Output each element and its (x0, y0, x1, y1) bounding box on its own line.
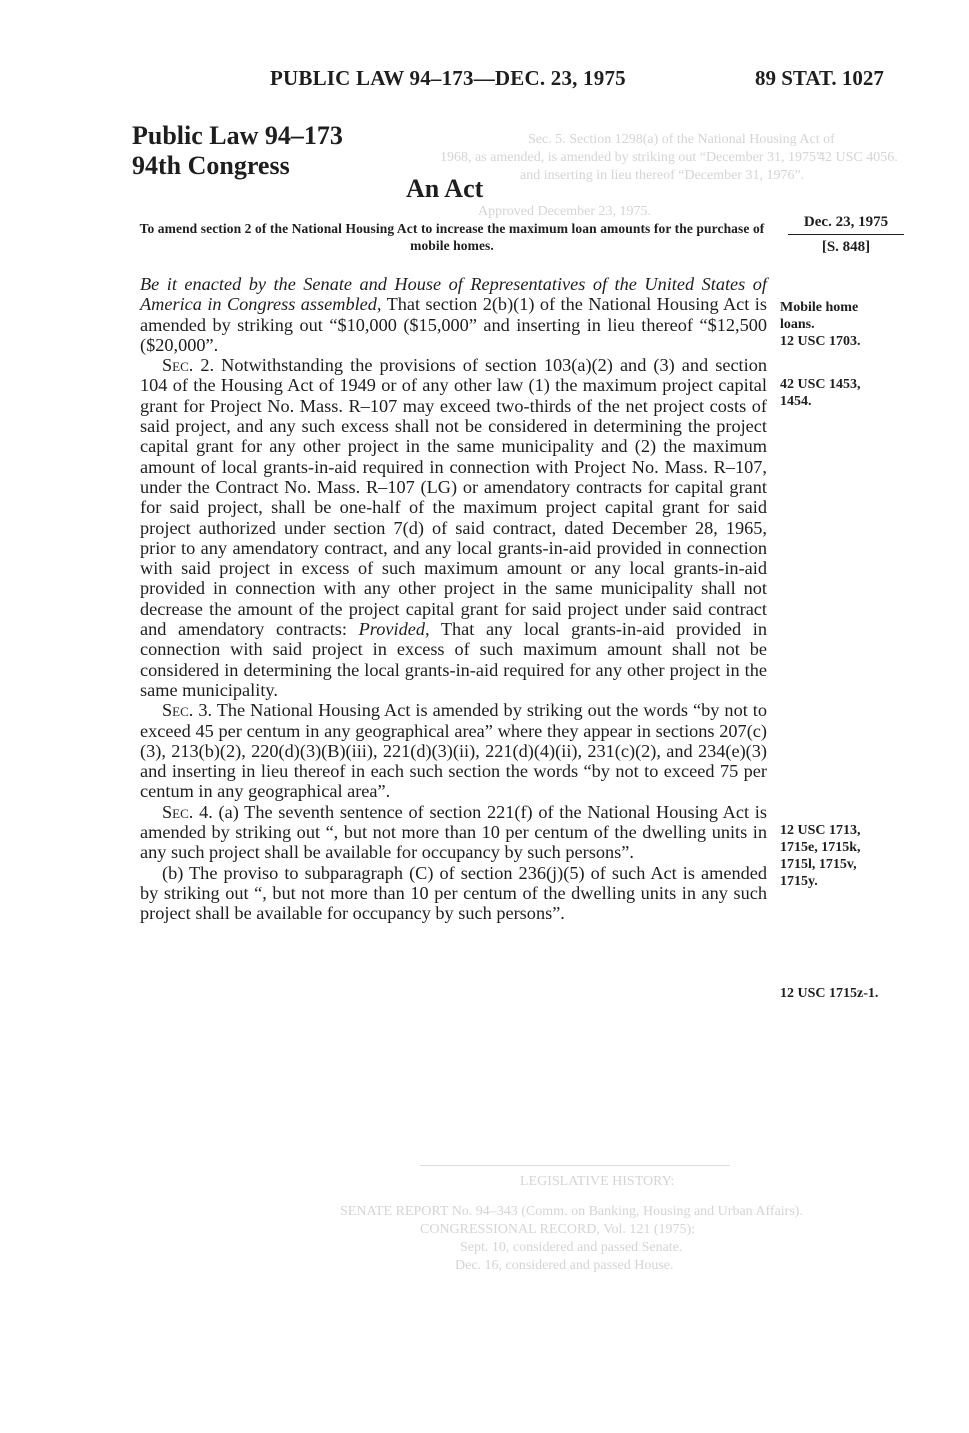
section-3 (140, 700, 767, 801)
bleed-through-line: Dec. 16, considered and passed House. (455, 1258, 674, 1273)
bleed-through-line: SENATE REPORT No. 94–343 (Comm. on Banking, Housing and Urban Affairs). (340, 1204, 803, 1219)
running-head: PUBLIC LAW 94–173—DEC. 23, 1975 (270, 66, 626, 90)
section-4-label: Sec. 4. (162, 801, 213, 822)
section-4b: (b) The proviso to subparagraph (C) of section 236(j)(5) of such Act is amended by striking out “, but not more than 10 per centum of the dwelling units in any such project shall be available for occupancy by such persons”. (140, 862, 767, 924)
section-1 (140, 274, 767, 355)
section-3-text: The National Housing Act is amended by striking out the words “by not to exceed 45 per centum in any geographical area” where they appear in sections 207(c)(3), 213(b)(2), 220(d)(3)(B)(iii), 221(d)(3)(ii), 221(d)(4)(ii), 231(c)(2), and 234(e)(3) and inserting in lieu thereof in each such section the words “by not to exceed 75 per centum in any geographical area”. (140, 700, 767, 802)
margin-note-line: 1715l, 1715v, (780, 857, 857, 872)
enacting-clause: Be it enacted by the Senate and House of Representatives of the United States of America in Congress assembled, (140, 274, 767, 315)
margin-note-line: 42 USC 1453, (780, 377, 861, 392)
bleed-through-line: Sept. 10, considered and passed Senate. (460, 1240, 683, 1255)
section-2 (140, 355, 767, 700)
margin-note-12-usc-1715z: 12 USC 1715z-1. (780, 986, 879, 1001)
section-2-text: Notwithstanding the provisions of section 103(a)(2) and (3) and section 104 of the Housing Act of 1949 or of any other law (1) the maximum project capital grant for Project No. Mass. R–107 may exceed two-thirds of the net project costs of said project, and any such excess shall not be considered in determining the project capital grant for any other project in the same municipality and (2) the maximum amount of local grants-in-aid required in connection with Project No. Mass. R–107, under the Contract No. Mass. R–107 (LG) or amendatory contracts for capital grant for said project, shall be one-half of the maximum project capital grant for said project authorized under section 7(d) of said contract, dated December 28, 1965, prior to any amendatory contract, and any local grants-in-aid provided in connection with said project in excess of such maximum amount or any local grants-in-aid provided in connection with any other project in the same municipality shall not decrease the amount of the project capital grant for said project under said contract and amendatory contracts: (140, 355, 767, 640)
provided-word: Provided, (358, 619, 430, 640)
margin-note-line: 12 USC 1713, (780, 823, 861, 838)
margin-note-12-usc-1713 (780, 822, 861, 890)
section-4a (140, 802, 767, 863)
enactment-info (788, 214, 904, 256)
margin-note-mobile-home (780, 299, 861, 350)
bleed-through-line: and inserting in lieu thereof “December 31, 1976”. (520, 168, 805, 183)
margin-note-line: loans. (780, 317, 815, 332)
section-1-text: That section 2(b)(1) of the National Housing Act is amended by striking out “$10,000 ($15,000” and inserting in lieu thereof “$12,500 ($20,000”. (140, 294, 767, 355)
margin-note-line: 12 USC 1703. (780, 334, 861, 349)
bleed-through-line: Approved December 23, 1975. (478, 204, 652, 219)
section-2-label: Sec. 2. (162, 355, 215, 376)
enactment-date: Dec. 23, 1975 (788, 214, 904, 235)
law-body (140, 274, 767, 924)
bleed-through-line: 42 USC 4056. (818, 150, 898, 165)
margin-note-line: 1454. (780, 394, 812, 409)
margin-note-line: 1715y. (780, 874, 818, 889)
congress-number: 94th Congress (132, 151, 290, 180)
bleed-through-line: 1968, as amended, is amended by striking out “December 31, 1975” (440, 150, 823, 165)
bleed-through-line: LEGISLATIVE HISTORY: (520, 1174, 675, 1189)
bleed-through-rule (420, 1165, 730, 1166)
act-heading: An Act (406, 174, 484, 203)
margin-note-42-usc (780, 376, 861, 410)
margin-note-line: 1715e, 1715k, (780, 840, 861, 855)
statute-citation: 89 STAT. 1027 (755, 66, 884, 90)
law-title-block (132, 121, 343, 181)
purpose-statement: To amend section 2 of the National Housing Act to increase the maximum loan amounts for the purchase of mobile homes. (139, 221, 765, 253)
law-number: Public Law 94–173 (132, 121, 343, 150)
section-2-proviso: That any local grants-in-aid provided in connection with said project in excess of such maximum amount shall not be considered in determining the local grants-in-aid required for any other project in the same municipality. (140, 619, 768, 700)
bill-number: [S. 848] (821, 239, 871, 255)
section-3-label: Sec. 3. (162, 700, 213, 721)
margin-note-line: Mobile home (780, 300, 859, 315)
bleed-through-line: Sec. 5. Section 1298(a) of the National Housing Act of (528, 132, 835, 147)
section-4a-text: (a) The seventh sentence of section 221(f) of the National Housing Act is amended by striking out “, but not more than 10 per centum of the dwelling units in any such project shall be available for occupancy by such persons”. (140, 801, 767, 863)
bleed-through-line: CONGRESSIONAL RECORD, Vol. 121 (1975): (420, 1222, 696, 1237)
